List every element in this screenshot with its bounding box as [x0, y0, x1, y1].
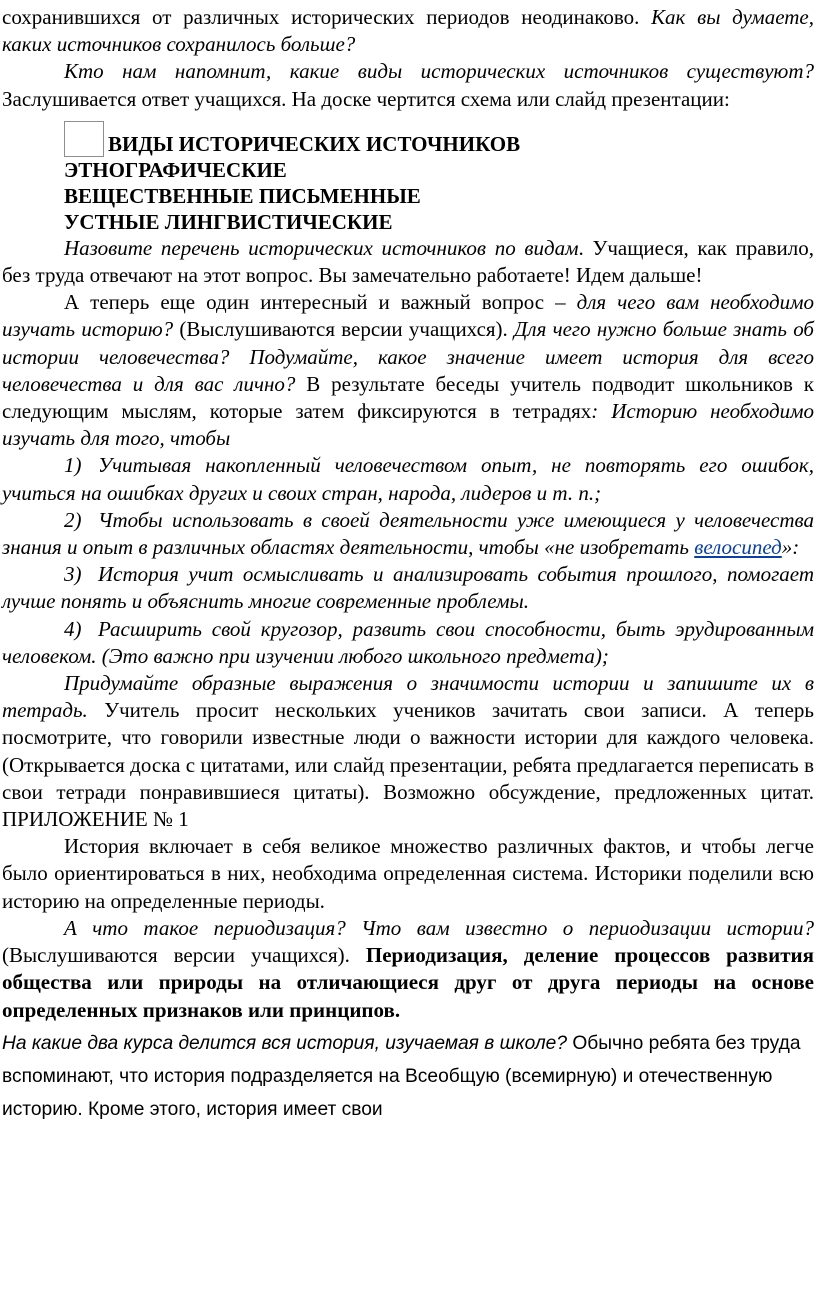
- source-types-scheme: [2, 121, 814, 235]
- paragraph-source-types: Кто нам напомнит, какие виды исторических источников существуют? Заслушивается ответ учащихся. На доске чертится схема или слайд презентации:: [2, 59, 814, 111]
- scheme-line-oral-linguistic: УСТНЫЕ ЛИНГВИСТИЧЕСКИЕ: [64, 209, 393, 234]
- paragraph-periods: История включает в себя великое множество различных фактов, и чтобы легче было ориентироваться в них, необходима определенная система. Историки поделили всю историю на определенные периоды.: [2, 834, 814, 913]
- paragraph-why-study-history: А теперь еще один интересный и важный вопрос – для чего вам необходимо изучать историю? (Выслушиваются версии учащихся). Для чего нужно больше знать об истории человечества? Подумайте, какое значение имеет история для всего человечества и для вас лично? В результате беседы учитель подводит школьников к следующим мыслям, которые затем фиксируются в тетрадях: Историю необходимо изучать для того, чтобы: [2, 290, 814, 451]
- paragraph-list-by-type: Назовите перечень исторических источников по видам. Учащиеся, как правило, без труда отвечают на этот вопрос. Вы замечательно работаете! Идем дальше!: [2, 235, 814, 288]
- bicycle-link[interactable]: велосипед: [694, 535, 782, 560]
- scheme-line-ethnographic: ЭТНОГРАФИЧЕСКИЕ: [64, 157, 287, 182]
- question-which-sources: Как вы думаете, каких источников сохранилось больше?: [2, 5, 814, 57]
- paragraph-quotes: Придумайте образные выражения о значимости истории и запишите их в тетрадь. Учитель просит нескольких учеников зачитать свои записи. А теперь посмотрите, что говорили известные люди о важности истории для каждого человека. (Открывается доска с цитатами, или слайд презентации, ребята предлагается переписать в свои тетради понравившиеся цитаты). Возможно обсуждение, предложенных цитат. ПРИЛОЖЕНИЕ № 1: [2, 671, 814, 832]
- question-source-types: Кто нам напомнит, какие виды исторических источников существуют?: [64, 59, 814, 84]
- paragraph-two-courses: На какие два курса делится вся история, изучаемая в школе? Обычно ребята без труда вспоминают, что история подразделяется на Всеобщую (всемирную) и отечественную историю. Кроме этого, история имеет свои: [2, 1032, 801, 1120]
- list-item: 3) История учит осмысливать и анализировать события прошлого, помогает лучше понять и объяснить многие современные проблемы.: [2, 562, 814, 614]
- scheme-title: ВИДЫ ИСТОРИЧЕСКИХ ИСТОЧНИКОВ: [108, 131, 521, 156]
- list-item: 4) Расширить свой кругозор, развить свои способности, быть эрудированным человеком. (Это важно при изучении любого школьного предмета);: [2, 616, 814, 668]
- paragraph-periodization: А что такое периодизация? Что вам известно о периодизации истории? (Выслушиваются версии учащихся). Периодизация, деление процессов развития общества или природы на отличающиеся друг от друга периоды на основе определенных признаков или принципов.: [2, 915, 814, 1022]
- list-item: 1) Учитывая накопленный человечеством опыт, не повторять его ошибок, учиться на ошибках других и своих стран, народа, лидеров и т. п.;: [2, 453, 814, 505]
- periodization-definition: Периодизация, деление процессов развития общества или природы на отличающиеся друг от друга периоды на основе определенных признаков или принципов.: [2, 943, 814, 1022]
- scheme-image-placeholder: [64, 121, 104, 157]
- list-item: 2) Чтобы использовать в своей деятельности уже имеющиеся у человечества знания и опыт в различных областях деятельности, чтобы «не изобретать велосипед»:: [2, 507, 814, 560]
- paragraph-sources-survived: сохранившихся от различных исторических периодов неодинаково. Как вы думаете, каких источников сохранилось больше?: [2, 5, 814, 57]
- scheme-line-material-written: ВЕЩЕСТВЕННЫЕ ПИСЬМЕННЫЕ: [64, 183, 421, 208]
